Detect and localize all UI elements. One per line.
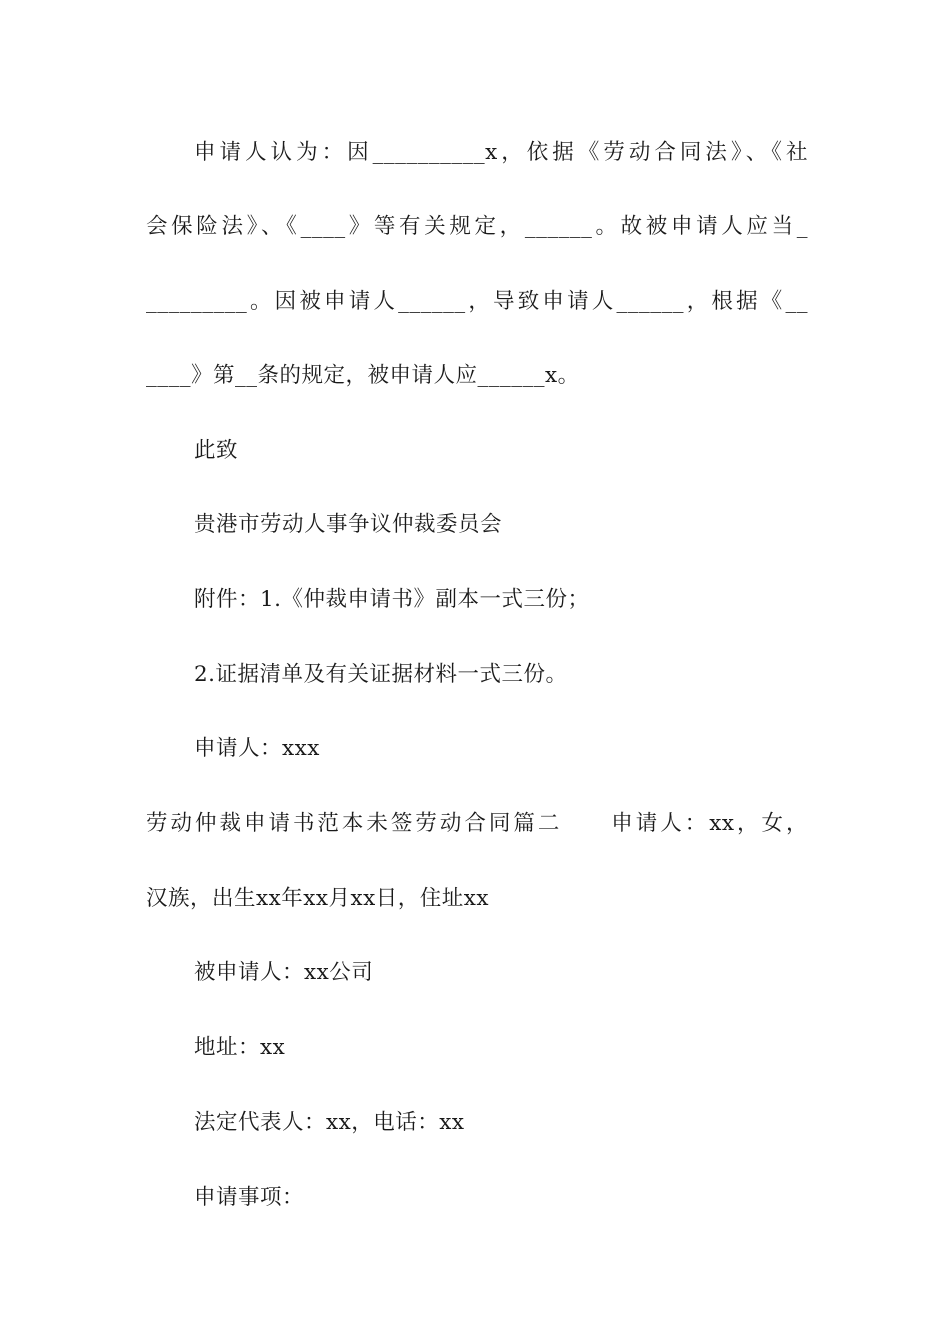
- address: 地址：xx: [194, 1035, 286, 1060]
- attachment-2: 2.证据清单及有关证据材料一式三份。: [194, 662, 568, 687]
- applicant-signature: 申请人：xxx: [194, 736, 320, 761]
- paragraph-line-2: 会保险法》、《____》等有关规定，______。故被申请人应当_: [146, 214, 808, 239]
- paragraph-line-1: 申请人认为：因__________x，依据《劳动合同法》、《社: [194, 140, 808, 165]
- respondent: 被申请人：xx公司: [194, 960, 374, 985]
- attachment-1: 附件：1.《仲裁申请书》副本一式三份；: [194, 587, 590, 612]
- paragraph-line-4: ____》第__条的规定，被申请人应______x。: [146, 363, 580, 388]
- salutation: 此致: [194, 438, 239, 463]
- paragraph-line-3: _________。因被申请人______，导致申请人______，根据《__: [146, 289, 808, 314]
- recipient: 贵港市劳动人事争议仲裁委员会: [194, 512, 503, 537]
- claims-heading: 申请事项：: [194, 1185, 305, 1210]
- legal-representative: 法定代表人：xx，电话：xx: [194, 1110, 465, 1135]
- applicant-details: 汉族，出生xx年xx月xx日，住址xx: [146, 886, 490, 911]
- section-title-line: 劳动仲裁申请书范本未签劳动合同篇二 申请人：xx，女，: [146, 811, 808, 836]
